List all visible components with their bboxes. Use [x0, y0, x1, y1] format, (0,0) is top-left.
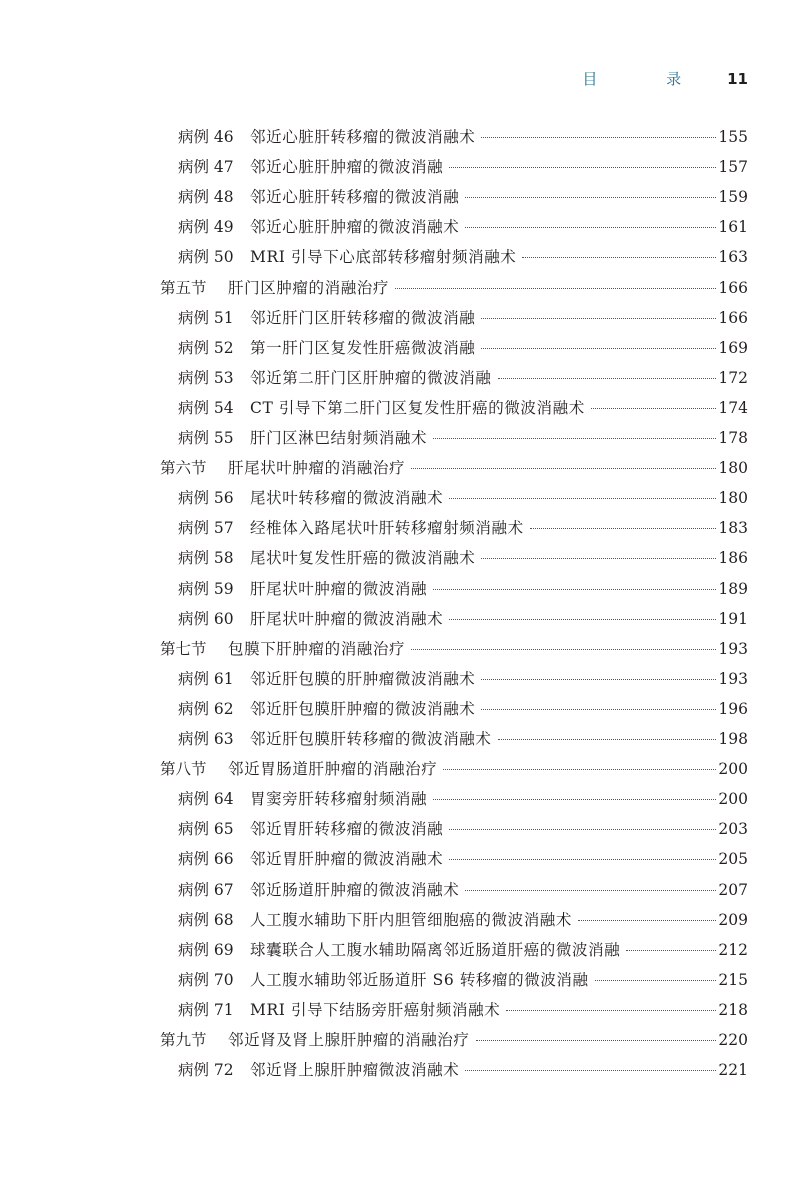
toc-section-entry[interactable] [160, 637, 748, 667]
dot-leader [449, 619, 716, 620]
page-number: 215 [718, 970, 748, 989]
page-number: 189 [718, 579, 748, 598]
case-number: 病例 60 [178, 609, 234, 628]
entry-title: 邻近心脏肝肿瘤的微波消融 [250, 158, 444, 177]
dot-leader [506, 1010, 716, 1011]
case-number: 病例 52 [178, 338, 234, 357]
page-number: 155 [718, 128, 748, 146]
page-number: 169 [718, 338, 748, 357]
toc-case-entry[interactable] [178, 817, 748, 847]
toc-case-entry[interactable] [178, 968, 748, 998]
case-number: 病例 67 [178, 880, 234, 899]
dot-leader [498, 378, 717, 379]
entry-title: 肝尾状叶肿瘤的微波消融 [250, 579, 428, 598]
page-number: 193 [718, 669, 748, 688]
dot-leader [433, 799, 716, 800]
toc-case-entry[interactable] [178, 125, 748, 155]
toc-case-entry[interactable] [178, 185, 748, 215]
page-number: 180 [718, 459, 748, 478]
entry-title: 邻近胃肝转移瘤的微波消融 [250, 820, 444, 839]
case-number: 病例 64 [178, 790, 234, 809]
dot-leader [626, 950, 716, 951]
dot-leader [449, 498, 716, 499]
entry-title: 邻近心脏肝转移瘤的微波消融 [250, 188, 460, 207]
case-number: 病例 68 [178, 910, 234, 929]
toc-case-entry[interactable] [178, 366, 748, 396]
case-number: 病例 47 [178, 158, 234, 177]
case-number: 病例 56 [178, 489, 234, 508]
case-number: 病例 50 [178, 248, 234, 267]
dot-leader [595, 980, 717, 981]
entry-title: CT 引导下第二肝门区复发性肝癌的微波消融术 [250, 398, 585, 417]
toc-case-entry[interactable] [178, 426, 748, 456]
page-number: 161 [718, 218, 748, 237]
entry-title: 邻近肝包膜的肝肿瘤微波消融术 [250, 669, 476, 688]
toc-case-entry[interactable] [178, 667, 748, 697]
entry-title: 尾状叶复发性肝癌的微波消融术 [250, 549, 476, 568]
dot-leader [465, 227, 716, 228]
toc-section-entry[interactable] [160, 456, 748, 486]
toc-case-entry[interactable] [178, 396, 748, 426]
page-number: 193 [718, 639, 748, 658]
page-number: 218 [718, 1000, 748, 1019]
dot-leader [465, 197, 716, 198]
page-number: 159 [718, 188, 748, 207]
case-number: 病例 66 [178, 850, 234, 869]
page-number: 186 [718, 549, 748, 568]
entry-title: 胃窦旁肝转移瘤射频消融 [250, 790, 428, 809]
dot-leader [481, 137, 716, 138]
page-number: 212 [718, 940, 748, 959]
case-number: 病例 57 [178, 519, 234, 538]
section-number: 第五节 [160, 278, 207, 297]
case-number: 病例 71 [178, 1000, 234, 1019]
case-number: 病例 59 [178, 579, 234, 598]
toc-case-entry[interactable] [178, 908, 748, 938]
case-number: 病例 55 [178, 429, 234, 447]
toc-case-entry[interactable] [178, 546, 748, 576]
dot-leader [578, 920, 716, 921]
section-number: 第六节 [160, 459, 207, 478]
toc-case-entry[interactable] [178, 245, 748, 275]
case-number: 病例 62 [178, 699, 234, 718]
entry-title: 邻近肠道肝肿瘤的微波消融术 [250, 880, 460, 899]
toc-case-entry[interactable] [178, 336, 748, 366]
entry-title: 包膜下肝肿瘤的消融治疗 [228, 639, 406, 658]
dot-leader [465, 890, 716, 891]
case-number: 病例 61 [178, 669, 234, 688]
entry-title: 邻近胃肠道肝肿瘤的消融治疗 [228, 760, 438, 779]
page-number: 174 [718, 398, 748, 417]
dot-leader [411, 649, 716, 650]
dot-leader [481, 709, 716, 710]
page-number: 205 [718, 850, 748, 869]
toc-case-entry[interactable] [178, 998, 748, 1028]
section-number: 第八节 [160, 760, 207, 779]
page-number: 178 [718, 429, 748, 447]
entry-title: 邻近肾及肾上腺肝肿瘤的消融治疗 [228, 1031, 470, 1049]
toc-section-entry[interactable] [160, 1028, 748, 1058]
section-number: 第七节 [160, 639, 207, 658]
toc-case-entry[interactable] [178, 727, 748, 757]
page-number: 163 [718, 248, 748, 267]
case-number: 病例 49 [178, 218, 234, 237]
entry-title: MRI 引导下心底部转移瘤射频消融术 [250, 248, 517, 267]
page-number: 172 [718, 368, 748, 387]
toc-case-entry[interactable] [178, 306, 748, 336]
toc-case-entry[interactable] [178, 607, 748, 637]
entry-title: 肝门区淋巴结射频消融术 [250, 429, 428, 447]
toc-case-entry[interactable] [178, 787, 748, 817]
entry-title: 邻近心脏肝肿瘤的微波消融术 [250, 218, 460, 237]
toc-case-entry[interactable] [178, 938, 748, 968]
case-number: 病例 53 [178, 368, 234, 387]
entry-title: 肝门区肿瘤的消融治疗 [228, 278, 390, 297]
dot-leader [530, 528, 717, 529]
page-number: 221 [718, 1061, 748, 1080]
case-number: 病例 63 [178, 730, 234, 748]
dot-leader [481, 558, 716, 559]
dot-leader [449, 859, 716, 860]
entry-title: 人工腹水辅助下肝内胆管细胞癌的微波消融术 [250, 910, 573, 929]
dot-leader [481, 348, 716, 349]
toc-case-entry[interactable] [178, 516, 748, 546]
case-number: 病例 69 [178, 940, 234, 959]
entry-title: 邻近肾上腺肝肿瘤微波消融术 [250, 1061, 460, 1080]
page-number: 157 [718, 158, 748, 177]
page-number: 200 [718, 790, 748, 809]
case-number: 病例 51 [178, 308, 234, 327]
entry-title: 人工腹水辅助邻近肠道肝 S6 转移瘤的微波消融 [250, 970, 589, 989]
entry-title: 邻近肝包膜肝转移瘤的微波消融术 [250, 730, 492, 748]
page-number: 191 [718, 609, 748, 628]
dot-leader [476, 1040, 717, 1041]
section-number: 第九节 [160, 1031, 207, 1049]
page-number: 220 [718, 1031, 748, 1049]
page-number: 203 [718, 820, 748, 839]
dot-leader [443, 769, 716, 770]
case-number: 病例 46 [178, 128, 234, 146]
case-number: 病例 70 [178, 970, 234, 989]
toc-section-entry[interactable] [160, 757, 748, 787]
toc-case-entry[interactable] [178, 697, 748, 727]
toc-case-entry[interactable] [178, 1058, 748, 1088]
toc-case-entry[interactable] [178, 155, 748, 185]
entry-title: 尾状叶转移瘤的微波消融术 [250, 489, 444, 508]
entry-title: 邻近胃肝肿瘤的微波消融术 [250, 850, 444, 869]
header-title: 目 录 [582, 70, 714, 88]
toc-case-entry[interactable] [178, 847, 748, 877]
dot-leader [522, 257, 716, 258]
page-number: 196 [718, 699, 748, 718]
dot-leader [433, 589, 716, 590]
page-number: 183 [718, 519, 748, 538]
entry-title: 肝尾状叶肿瘤的消融治疗 [228, 459, 406, 478]
page-number: 207 [718, 880, 748, 899]
entry-title: 邻近心脏肝转移瘤的微波消融术 [250, 128, 476, 146]
dot-leader [481, 318, 716, 319]
header-page-number: 11 [727, 70, 748, 88]
entry-title: 第一肝门区复发性肝癌微波消融 [250, 338, 476, 357]
dot-leader [465, 1070, 716, 1071]
entry-title: 肝尾状叶肿瘤的微波消融术 [250, 609, 444, 628]
dot-leader [449, 829, 716, 830]
page-number: 198 [718, 730, 748, 748]
toc-case-entry[interactable] [178, 878, 748, 908]
entry-title: 邻近第二肝门区肝肿瘤的微波消融 [250, 368, 492, 387]
dot-leader [591, 408, 717, 409]
dot-leader [498, 739, 717, 740]
page-number: 180 [718, 489, 748, 508]
toc-section-entry[interactable] [160, 276, 748, 306]
dot-leader [481, 679, 716, 680]
entry-title: 邻近肝门区肝转移瘤的微波消融 [250, 308, 476, 327]
case-number: 病例 72 [178, 1061, 234, 1080]
page-number: 166 [718, 308, 748, 327]
page-number: 209 [718, 910, 748, 929]
dot-leader [449, 167, 716, 168]
entry-title: 经椎体入路尾状叶肝转移瘤射频消融术 [250, 519, 524, 538]
page-number: 166 [718, 278, 748, 297]
page-number: 200 [718, 760, 748, 779]
dot-leader [411, 468, 716, 469]
entry-title: 球囊联合人工腹水辅助隔离邻近肠道肝癌的微波消融 [250, 940, 621, 959]
dot-leader [433, 438, 716, 439]
case-number: 病例 54 [178, 398, 234, 417]
dot-leader [395, 288, 716, 289]
toc-case-entry[interactable] [178, 215, 748, 245]
case-number: 病例 58 [178, 549, 234, 568]
running-header [582, 68, 748, 89]
entry-title: MRI 引导下结肠旁肝癌射频消融术 [250, 1000, 501, 1019]
case-number: 病例 65 [178, 820, 234, 839]
toc-case-entry[interactable] [178, 486, 748, 516]
entry-title: 邻近肝包膜肝肿瘤的微波消融术 [250, 699, 476, 718]
toc-case-entry[interactable] [178, 577, 748, 607]
case-number: 病例 48 [178, 188, 234, 207]
